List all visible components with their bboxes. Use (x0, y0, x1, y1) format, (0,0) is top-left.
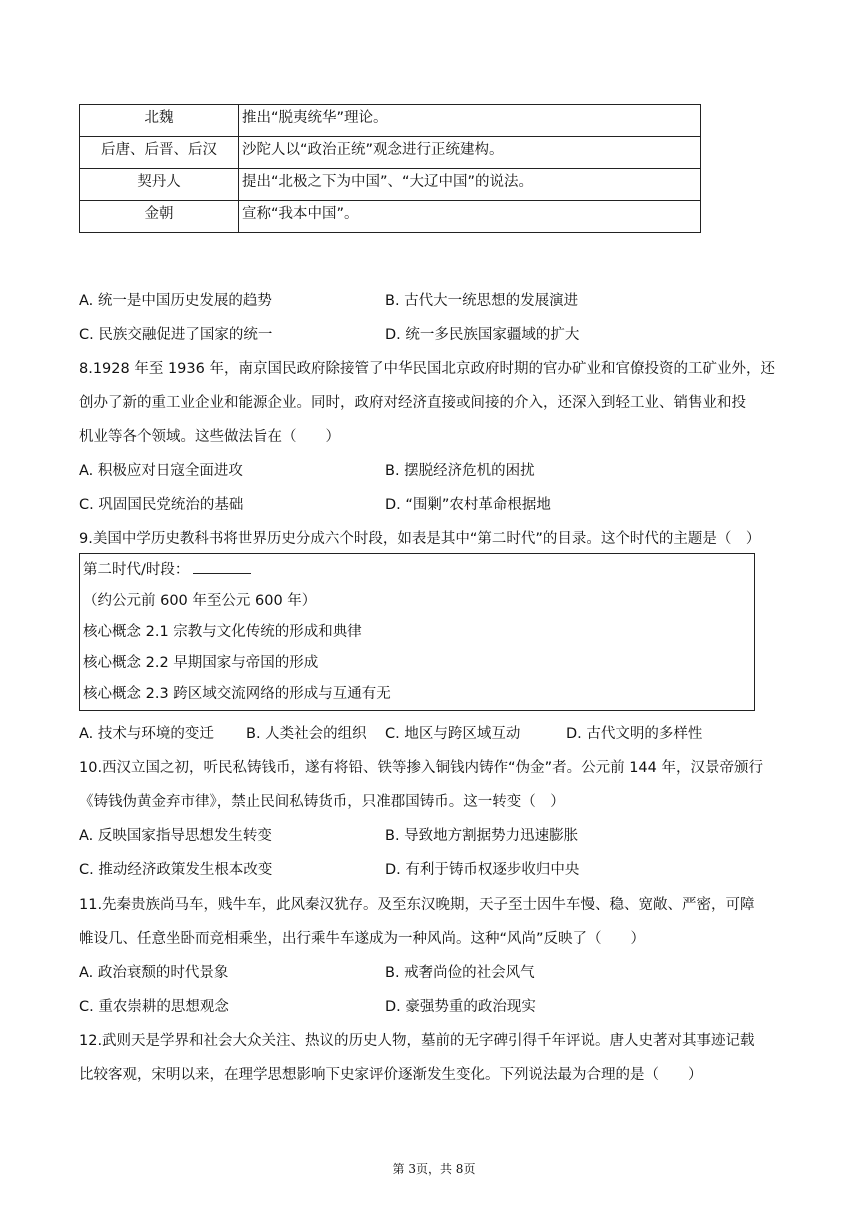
q12-stem-line2: 比较客观，宋明以来，在理学思想影响下史家评价逐渐发生变化。下列说法最为合理的是（ ） (79, 1067, 703, 1083)
q10-option-d: D. 有利于铸币权逐步收归中央 (385, 862, 580, 878)
q7-option-b: B. 古代大一统思想的发展演进 (385, 293, 579, 309)
q7-option-d: D. 统一多民族国家疆域的扩大 (385, 327, 580, 343)
regime-table (79, 104, 701, 233)
q9-box-line: 核心概念 2.3 跨区域交流网络的形成与互通有无 (83, 686, 391, 702)
table-cell-right: 提出“北极之下为中国”、“大辽中国”的说法。 (239, 169, 701, 201)
q11-option-c: C. 重农崇耕的思想观念 (79, 999, 229, 1015)
table-row (80, 137, 701, 169)
q8-stem-line1: 8.1928 年至 1936 年，南京国民政府除接管了中华民国北京政府时期的官办矿业和官僚投资的工矿业外，还 (79, 361, 775, 377)
q9-option-b: B. 人类社会的组织 (246, 726, 367, 742)
q11-option-b: B. 戒奢尚俭的社会风气 (385, 965, 535, 981)
q9-box-line (83, 558, 251, 579)
q8-option-c: C. 巩固国民党统治的基础 (79, 497, 244, 513)
table-cell-right: 推出“脱夷统华”理论。 (239, 105, 701, 137)
q10-option-c: C. 推动经济政策发生根本改变 (79, 862, 273, 878)
table-row (80, 201, 701, 233)
q10-stem-line2: 《铸钱伪黄金弃市律》，禁止民间私铸货币，只准郡国铸币。这一转变（ ） (79, 794, 565, 810)
q9-box-line: （约公元前 600 年至公元 600 年） (83, 593, 317, 609)
table-cell-left: 契丹人 (80, 169, 239, 201)
q7-option-a: A. 统一是中国历史发展的趋势 (79, 293, 272, 309)
q11-stem-line2: 帷设几、任意坐卧而竞相乘坐，出行乘牛车遂成为一种风尚。这种“风尚”反映了（ ） (79, 931, 646, 947)
page-footer: 第 3页，共 8页 (392, 1162, 476, 1176)
q8-option-a: A. 积极应对日寇全面进攻 (79, 463, 243, 479)
q11-option-d: D. 豪强势重的政治现实 (385, 999, 536, 1015)
q12-stem-line1: 12.武则天是学界和社会大众关注、热议的历史人物，墓前的无字碑引得千年评说。唐人史著对其事迹记载 (79, 1033, 755, 1049)
q10-option-b: B. 导致地方割据势力迅速膨胀 (385, 828, 579, 844)
q9-option-d: D. 古代文明的多样性 (566, 726, 703, 742)
table-cell-left: 北魏 (80, 105, 239, 137)
table-cell-right: 沙陀人以“政治正统”观念进行正统建构。 (239, 137, 701, 169)
q11-stem-line1: 11.先秦贵族尚马车，贱牛车，此风秦汉犹存。及至东汉晚期，天子至士因牛车慢、稳、宽敞、严密，可障 (79, 897, 755, 913)
q9-content-box (79, 553, 755, 711)
q8-option-b: B. 摆脱经济危机的困扰 (385, 463, 535, 479)
q9-box-title: 第二时代/时段： (83, 562, 190, 578)
q8-stem-line3: 机业等各个领域。这些做法旨在（ ） (79, 429, 340, 445)
table-row (80, 169, 701, 201)
q8-option-d: D. “围剿”农村革命根据地 (385, 497, 551, 513)
q10-option-a: A. 反映国家指导思想发生转变 (79, 828, 272, 844)
table-cell-left: 后唐、后晋、后汉 (80, 137, 239, 169)
q9-box-line: 核心概念 2.2 早期国家与帝国的形成 (83, 655, 319, 671)
q9-stem: 9.美国中学历史教科书将世界历史分成六个时段，如表是其中“第二时代”的目录。这个时代的主题是（ ） (79, 531, 761, 547)
table-cell-right: 宣称“我本中国”。 (239, 201, 701, 233)
table-cell-left: 金朝 (80, 201, 239, 233)
q9-option-a: A. 技术与环境的变迁 (79, 726, 214, 742)
q11-option-a: A. 政治衰颓的时代景象 (79, 965, 229, 981)
q9-option-c: C. 地区与跨区域互动 (385, 726, 521, 742)
q10-stem-line1: 10.西汉立国之初，听民私铸钱币，遂有将铅、铁等掺入铜钱内铸作“伪金”者。公元前 144 年，汉景帝颁行 (79, 760, 763, 776)
table-row (80, 105, 701, 137)
q9-box-line: 核心概念 2.1 宗教与文化传统的形成和典律 (83, 624, 362, 640)
q8-stem-line2: 创办了新的重工业企业和能源企业。同时，政府对经济直接或间接的介入，还深入到轻工业、销售业和投 (79, 395, 746, 411)
answer-blank (193, 561, 251, 574)
q7-option-c: C. 民族交融促进了国家的统一 (79, 327, 273, 343)
